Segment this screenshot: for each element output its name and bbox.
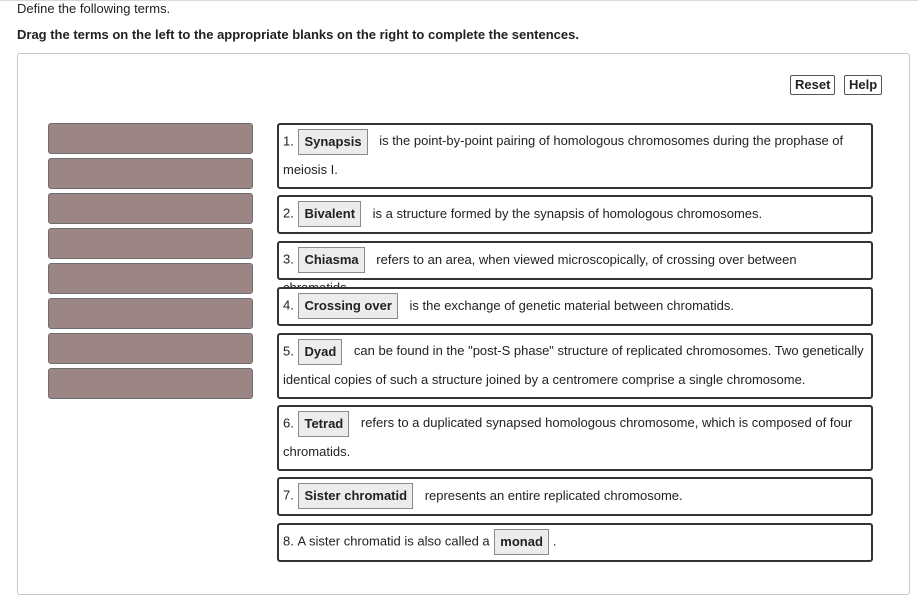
sentence-number: 3.: [283, 251, 294, 267]
sentence-suffix: .: [552, 533, 557, 549]
term-slot[interactable]: [48, 158, 253, 189]
sentence-number: 1.: [283, 133, 294, 149]
drag-instruction: Drag the terms on the left to the appropriate blanks on the right to complete the sentences.: [17, 27, 579, 42]
term-slot[interactable]: [48, 333, 253, 364]
term-slot[interactable]: [48, 123, 253, 154]
sentence-text: refers to a duplicated synapsed homologous chromosome, which is composed of four chromatids.: [283, 415, 853, 459]
sentence-text: can be found in the "post-S phase" structure of replicated chromosomes. Two genetically identical copies of such a structure joined by a centromere comprise a single chromosome.: [283, 343, 864, 387]
sentence-box: [277, 195, 873, 234]
term-slot[interactable]: [48, 298, 253, 329]
sentence-text: refers to an area, when viewed microscopically, of crossing over between: [376, 251, 797, 267]
sentence-box: [277, 123, 873, 189]
sentence-number: 2.: [283, 205, 294, 221]
sentence-number: 6.: [283, 415, 294, 431]
sentence-box: [277, 241, 873, 280]
sentence-number: 4.: [283, 297, 294, 313]
term-slot[interactable]: [48, 193, 253, 224]
sentence-number: 7.: [283, 487, 294, 503]
sentence-number: 8.: [283, 533, 294, 549]
sentence-box: [277, 333, 873, 399]
sentence-text: represents an entire replicated chromosome.: [424, 487, 683, 503]
sentence-text: is the exchange of genetic material between chromatids.: [409, 297, 734, 313]
term-chip[interactable]: Crossing over: [298, 293, 397, 319]
term-slot[interactable]: [48, 368, 253, 399]
sentence-text: is a structure formed by the synapsis of homologous chromosomes.: [372, 205, 763, 221]
sentence-box: [277, 405, 873, 471]
sentence-text: is the point-by-point pairing of homologous chromosomes during the prophase of meiosis I.: [283, 133, 844, 177]
sentence-prefix: A sister chromatid is also called a: [297, 533, 490, 549]
reset-button[interactable]: Reset: [790, 75, 835, 95]
term-slot[interactable]: [48, 228, 253, 259]
term-slot[interactable]: [48, 263, 253, 294]
instruction-text: Define the following terms.: [17, 1, 171, 16]
sentence-box: [277, 287, 873, 326]
term-chip[interactable]: Tetrad: [298, 411, 349, 437]
term-chip[interactable]: Dyad: [298, 339, 342, 365]
term-chip[interactable]: Sister chromatid: [298, 483, 413, 509]
sentence-box: [277, 523, 873, 562]
help-button[interactable]: Help: [844, 75, 882, 95]
sentence-box: [277, 477, 873, 516]
sentence-number: 5.: [283, 343, 294, 359]
term-chip[interactable]: Chiasma: [298, 247, 364, 273]
term-chip[interactable]: Bivalent: [298, 201, 361, 227]
term-chip[interactable]: Synapsis: [298, 129, 367, 155]
term-chip[interactable]: monad: [494, 529, 549, 555]
